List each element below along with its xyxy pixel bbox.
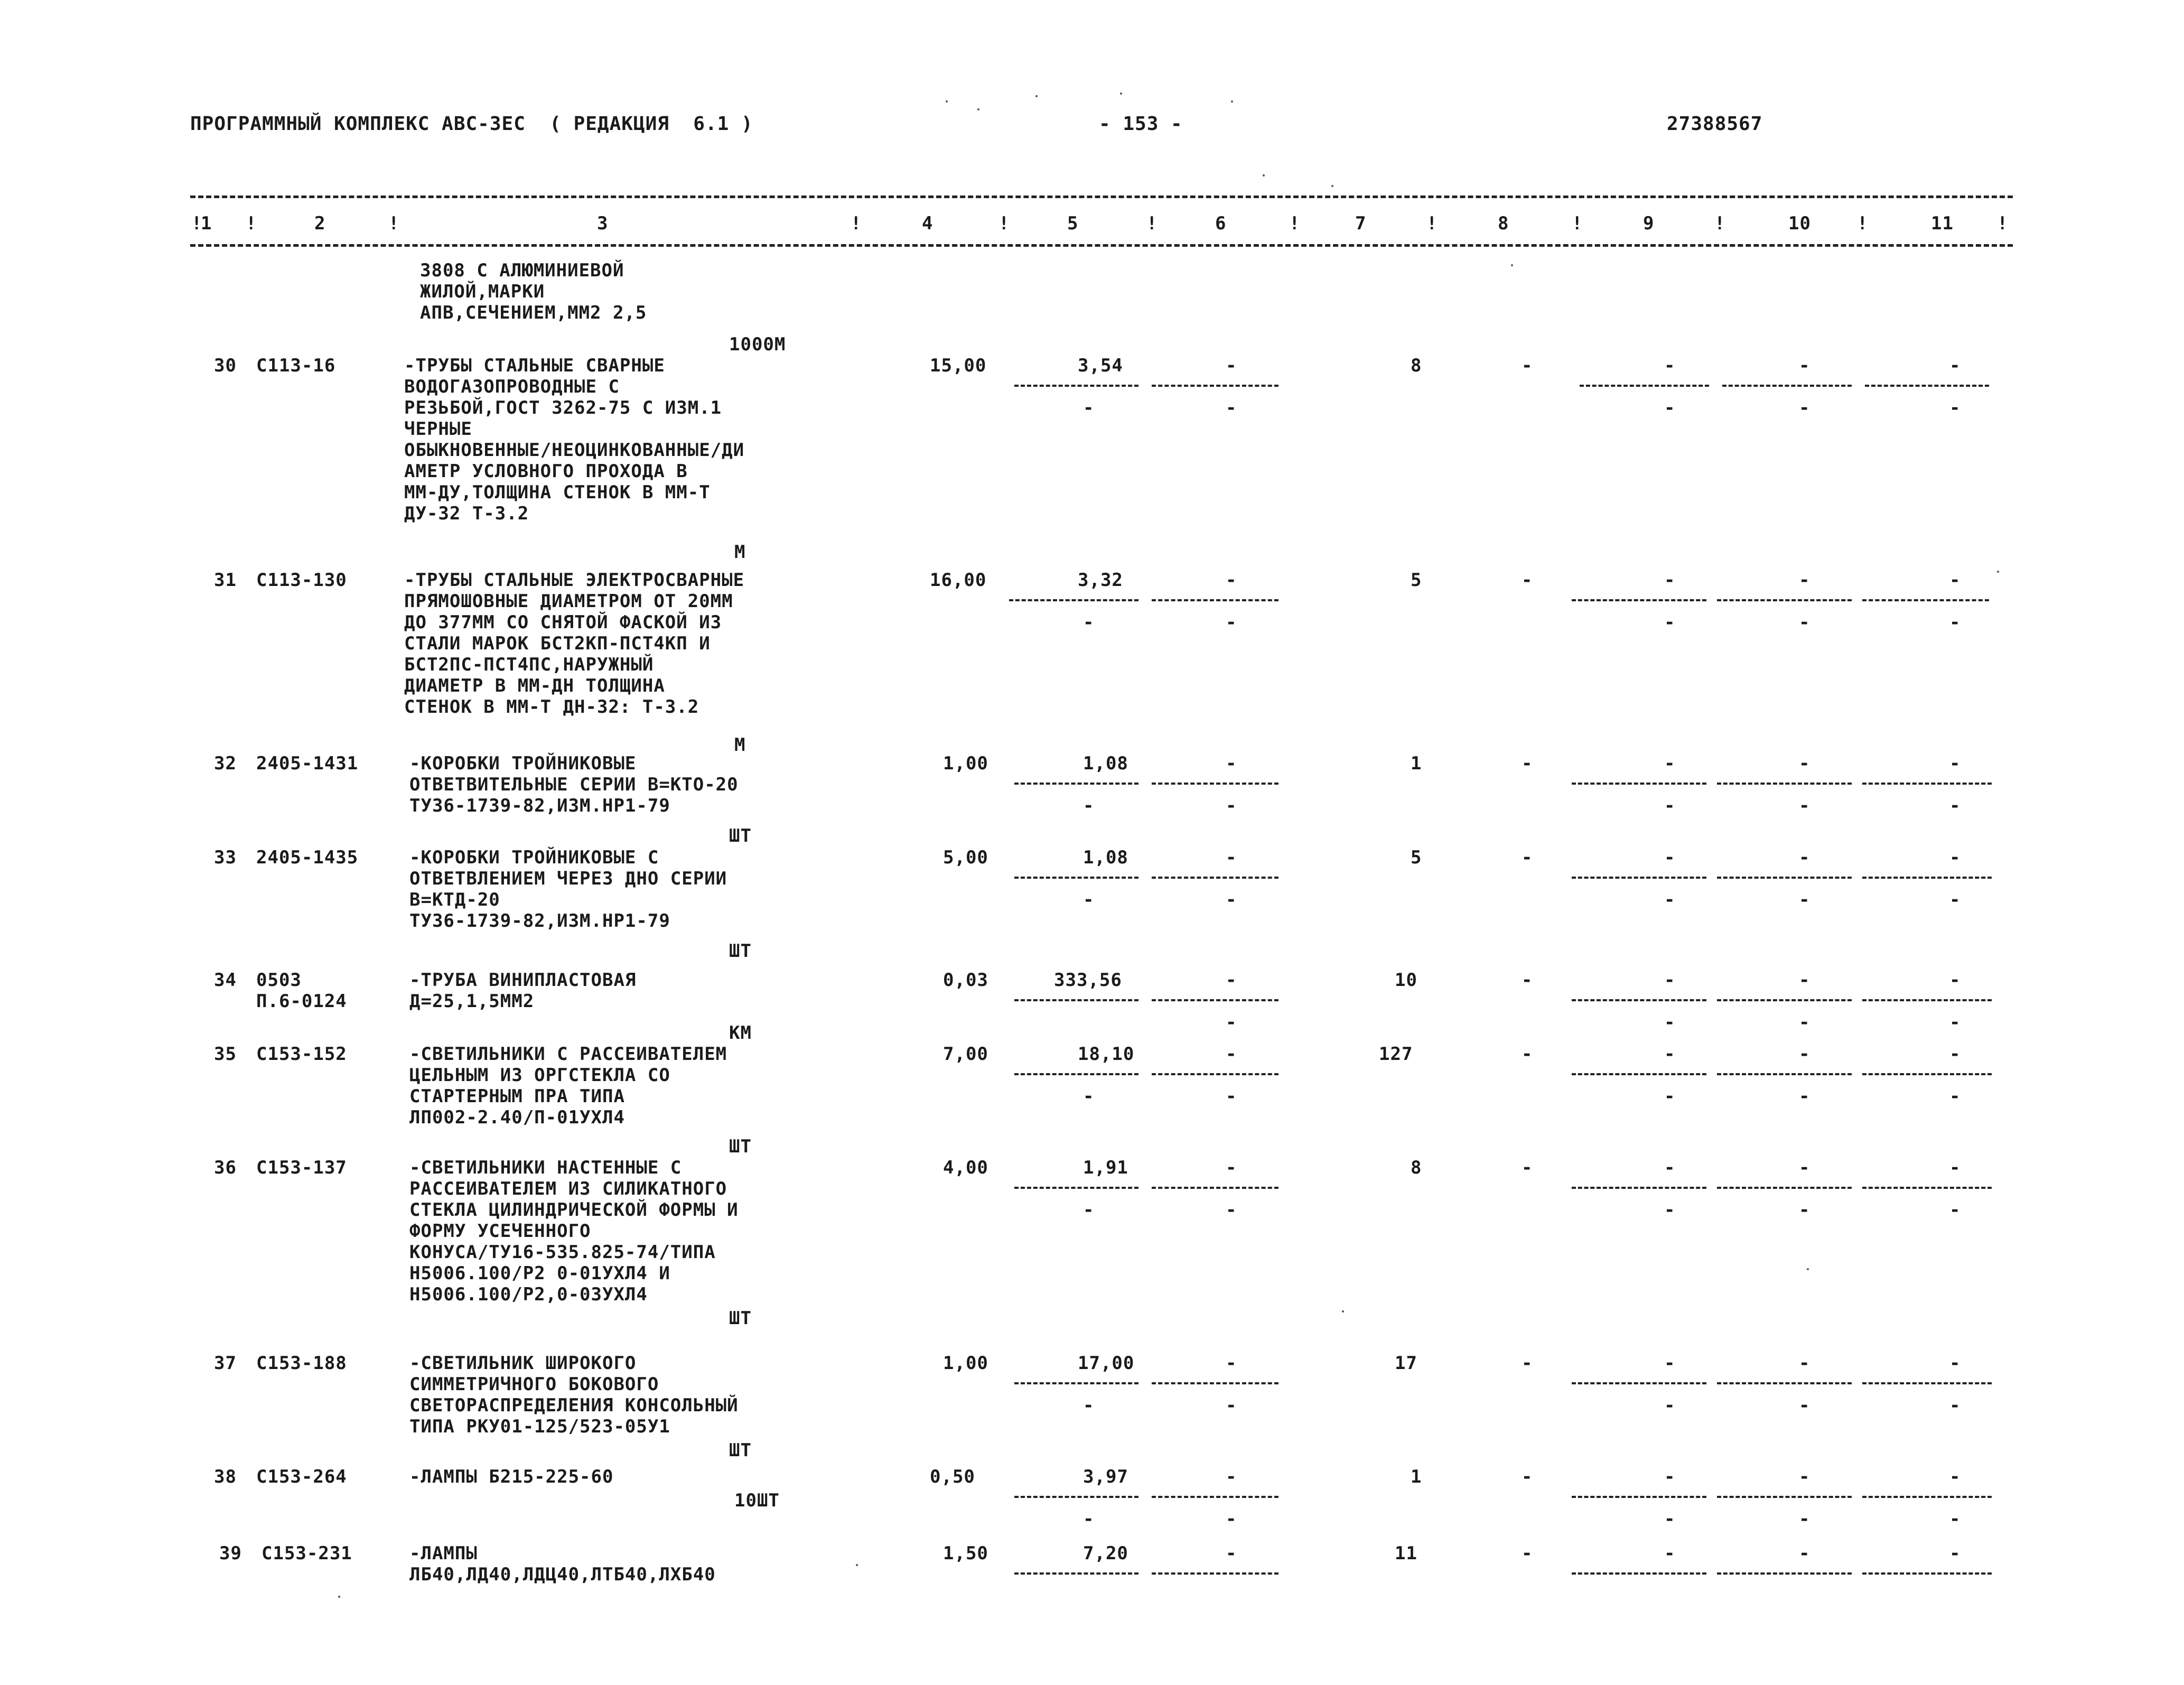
row-unit: ШТ <box>729 825 752 846</box>
row-sub-col11: - <box>1949 1086 1961 1107</box>
row-sub-col11: - <box>1949 889 1961 910</box>
row-sub-col5: - <box>1083 397 1094 418</box>
row-unit: 10ШТ <box>734 1490 780 1511</box>
row-col6: - <box>1226 1543 1237 1564</box>
row-unit: М <box>734 734 746 756</box>
row-price: 7,20 <box>1083 1543 1128 1564</box>
row-sub-col5: - <box>1083 1086 1094 1107</box>
column-separator: ! <box>246 213 257 234</box>
cell-underline <box>1572 1572 1706 1575</box>
row-price: 3,54 <box>1078 355 1123 376</box>
row-sub-col5: - <box>1083 889 1094 910</box>
cell-underline <box>1717 1187 1852 1189</box>
row-description: -СВЕТИЛЬНИК ШИРОКОГО СИММЕТРИЧНОГО БОКОВОГО СВЕТОРАСПРЕДЕЛЕНИЯ КОНСОЛЬНЫЙ ТИПА РКУ01-125/523-05У1 <box>409 1353 739 1437</box>
row-sub-col6: - <box>1226 1012 1237 1033</box>
column-separator: ! <box>1997 213 2009 234</box>
row-sub-col6: - <box>1226 1199 1237 1221</box>
row-code: 2405-1435 <box>256 847 359 868</box>
row-sub-col11: - <box>1949 1395 1961 1416</box>
row-sub-col11: - <box>1949 397 1961 418</box>
row-sub-col5: - <box>1083 1199 1094 1221</box>
row-code: С113-130 <box>256 570 347 591</box>
program-title: ПРОГРАММНЫЙ КОМПЛЕКС АВС-3ЕС ( РЕДАКЦИЯ 6.1 ) <box>190 113 753 135</box>
row-col9: - <box>1664 970 1675 991</box>
column-header: 8 <box>1498 213 1509 234</box>
row-col9: - <box>1664 1543 1675 1564</box>
column-separator: ! <box>1146 213 1158 234</box>
cell-underline <box>1014 1496 1138 1498</box>
row-description: -ТРУБЫ СТАЛЬНЫЕ СВАРНЫЕ ВОДОГАЗОПРОВОДНЫЕ С РЕЗЬБОЙ,ГОСТ 3262-75 С ИЗМ.1 ЧЕРНЫЕ ОБЫКНОВЕННЫЕ/НЕОЦИНКОВАННЫЕ/ДИ АМЕТР УСЛОВНОГО ПРОХОДА В ММ-ДУ,ТОЛЩИНА СТЕНОК В ММ-Т ДУ-32 Т-3.2 <box>404 355 745 524</box>
row-sub-col11: - <box>1949 1509 1961 1530</box>
row-quantity: 7,00 <box>943 1044 988 1065</box>
scan-speck <box>1231 100 1233 103</box>
cell-underline <box>1862 999 1992 1001</box>
row-col10: - <box>1799 1353 1810 1374</box>
row-col11: - <box>1949 1157 1961 1178</box>
column-separator: ! <box>388 213 400 234</box>
row-description: -КОРОБКИ ТРОЙНИКОВЫЕ ОТВЕТВИТЕЛЬНЫЕ СЕРИИ В=КТО-20 ТУ36-1739-82,ИЗМ.НР1-79 <box>409 753 739 816</box>
row-col9: - <box>1664 1466 1675 1487</box>
row-description: -ЛАМПЫ Б215-225-60 <box>409 1466 614 1487</box>
row-sub-col10: - <box>1799 795 1810 816</box>
row-col7: 5 <box>1411 570 1422 591</box>
row-col7: 11 <box>1395 1543 1417 1564</box>
column-header: 10 <box>1788 213 1811 234</box>
cell-underline <box>1152 1572 1278 1575</box>
scan-speck <box>856 1564 858 1566</box>
row-sub-col9: - <box>1664 1199 1675 1221</box>
row-col7: 127 <box>1379 1044 1413 1065</box>
cell-underline <box>1014 385 1138 387</box>
scan-speck <box>1997 571 1999 573</box>
row-unit: ШТ <box>729 1136 752 1157</box>
row-number: 37 <box>214 1353 237 1374</box>
column-separator: ! <box>851 213 862 234</box>
column-header: 4 <box>922 213 934 234</box>
row-price: 1,08 <box>1083 847 1128 868</box>
row-price: 3,32 <box>1078 570 1123 591</box>
row-col6: - <box>1226 753 1237 774</box>
row-sub-col10: - <box>1799 397 1810 418</box>
row-number: 31 <box>214 570 237 591</box>
cell-underline <box>1152 1382 1278 1384</box>
column-header: 3 <box>597 213 609 234</box>
row-description: -ЛАМПЫ ЛБ40,ЛД40,ЛДЦ40,ЛТБ40,ЛХБ40 <box>409 1543 716 1585</box>
row-col10: - <box>1799 1466 1810 1487</box>
cell-underline <box>1152 599 1278 601</box>
cell-underline <box>1572 1496 1706 1498</box>
row-col10: - <box>1799 355 1810 376</box>
scan-speck <box>1120 92 1122 95</box>
row-col9: - <box>1664 1353 1675 1374</box>
row-col8: - <box>1522 1044 1533 1065</box>
row-sub-col6: - <box>1226 1086 1237 1107</box>
row-number: 30 <box>214 355 237 376</box>
row-code: С113-16 <box>256 355 336 376</box>
row-sub-col6: - <box>1226 1395 1237 1416</box>
cell-underline <box>1572 1073 1706 1075</box>
row-sub-col9: - <box>1664 1509 1675 1530</box>
cell-underline <box>1014 1073 1138 1075</box>
column-header: 5 <box>1067 213 1079 234</box>
row-sub-col10: - <box>1799 1395 1810 1416</box>
row-col11: - <box>1949 1044 1961 1065</box>
cell-underline <box>1580 385 1709 387</box>
row-col10: - <box>1799 570 1810 591</box>
cell-underline <box>1014 1572 1138 1575</box>
row-col9: - <box>1664 753 1675 774</box>
row-sub-col5: - <box>1083 795 1094 816</box>
column-header: 2 <box>314 213 326 234</box>
cell-underline <box>1717 1073 1852 1075</box>
row-col6: - <box>1226 847 1237 868</box>
cell-underline <box>1152 1496 1278 1498</box>
cell-underline <box>1862 1496 1992 1498</box>
row-quantity: 1,50 <box>943 1543 988 1564</box>
column-separator: ! <box>1857 213 1869 234</box>
column-separator: ! <box>1572 213 1583 234</box>
row-sub-col9: - <box>1664 612 1675 633</box>
column-separator: ! <box>998 213 1010 234</box>
row-sub-col9: - <box>1664 1086 1675 1107</box>
row-col7: 5 <box>1411 847 1422 868</box>
row-col8: - <box>1522 753 1533 774</box>
row-col8: - <box>1522 970 1533 991</box>
row-col11: - <box>1949 355 1961 376</box>
cell-underline <box>1862 877 1992 879</box>
cell-underline <box>1717 1496 1852 1498</box>
column-header: 9 <box>1643 213 1655 234</box>
row-description: -СВЕТИЛЬНИКИ НАСТЕННЫЕ С РАССЕИВАТЕЛЕМ ИЗ СИЛИКАТНОГО СТЕКЛА ЦИЛИНДРИЧЕСКОЙ ФОРМЫ И ФОРМУ УСЕЧЕННОГО КОНУСА/ТУ16-535.825-74/ТИПА Н5006.100/Р2 0-01УХЛ4 И Н5006.100/Р2,0-03УХЛ4 <box>409 1157 739 1305</box>
row-code: 2405-1431 <box>256 753 359 774</box>
cell-underline <box>1152 1187 1278 1189</box>
cell-underline <box>1862 1187 1992 1189</box>
scan-speck <box>1342 1310 1344 1312</box>
row-col11: - <box>1949 753 1961 774</box>
row-sub-col11: - <box>1949 1199 1961 1221</box>
row-col10: - <box>1799 1044 1810 1065</box>
row-description: -КОРОБКИ ТРОЙНИКОВЫЕ С ОТВЕТВЛЕНИЕМ ЧЕРЕЗ ДНО СЕРИИ В=КТД-20 ТУ36-1739-82,ИЗМ.НР1-79 <box>409 847 727 932</box>
cell-underline <box>1572 877 1706 879</box>
row-col10: - <box>1799 847 1810 868</box>
row-col9: - <box>1664 570 1675 591</box>
row-description: -СВЕТИЛЬНИКИ С РАССЕИВАТЕЛЕМ ЦЕЛЬНЫМ ИЗ ОРГСТЕКЛА СО СТАРТЕРНЫМ ПРА ТИПА ЛП002-2.40/П-01УХЛ4 <box>409 1044 727 1128</box>
row-col9: - <box>1664 847 1675 868</box>
row-price: 1,91 <box>1083 1157 1128 1178</box>
cell-underline <box>1572 1187 1706 1189</box>
row-col7: 1 <box>1411 1466 1422 1487</box>
row-col6: - <box>1226 355 1237 376</box>
cell-underline <box>1717 783 1852 785</box>
row-quantity: 5,00 <box>943 847 988 868</box>
row-col9: - <box>1664 1157 1675 1178</box>
row-sub-col5: - <box>1083 612 1094 633</box>
row-col11: - <box>1949 1543 1961 1564</box>
row-col7: 17 <box>1395 1353 1417 1374</box>
cell-underline <box>1014 999 1138 1001</box>
row-price: 3,97 <box>1083 1466 1128 1487</box>
row-col10: - <box>1799 753 1810 774</box>
scan-speck <box>1331 185 1333 187</box>
row-col7: 8 <box>1411 1157 1422 1178</box>
row-sub-col9: - <box>1664 1395 1675 1416</box>
cell-underline <box>1865 385 1989 387</box>
cell-underline <box>1572 999 1706 1001</box>
cell-underline <box>1152 783 1278 785</box>
cell-underline <box>1717 1382 1852 1384</box>
row-sub-col6: - <box>1226 795 1237 816</box>
column-header: 11 <box>1931 213 1954 234</box>
column-separator: ! <box>1714 213 1726 234</box>
row-number: 33 <box>214 847 237 868</box>
row-quantity: 1,00 <box>943 1353 988 1374</box>
cell-underline <box>1717 877 1852 879</box>
cell-underline <box>1717 599 1852 601</box>
row-price: 1,08 <box>1083 753 1128 774</box>
row-col8: - <box>1522 1157 1533 1178</box>
row-sub-col10: - <box>1799 1012 1810 1033</box>
cell-underline <box>1572 599 1706 601</box>
row-sub-col11: - <box>1949 795 1961 816</box>
row-unit: М <box>734 542 746 563</box>
row-sub-col5: - <box>1083 1395 1094 1416</box>
cell-underline <box>1722 385 1852 387</box>
cell-underline <box>1717 1572 1852 1575</box>
column-header: 1 <box>201 213 212 234</box>
cell-underline <box>1862 1572 1992 1575</box>
row-col7: 10 <box>1395 970 1417 991</box>
column-separator: ! <box>191 213 203 234</box>
row-sub-col6: - <box>1226 397 1237 418</box>
row-col8: - <box>1522 1543 1533 1564</box>
row-quantity: 0,50 <box>930 1466 975 1487</box>
row-price: 17,00 <box>1078 1353 1135 1374</box>
cell-underline <box>1717 999 1852 1001</box>
row-code: С153-152 <box>256 1044 347 1065</box>
cell-underline <box>1862 1382 1992 1384</box>
scan-speck <box>1263 174 1265 176</box>
header-top-rule <box>190 196 2013 198</box>
cell-underline <box>1862 1073 1992 1075</box>
row-sub-col10: - <box>1799 889 1810 910</box>
scan-speck <box>1511 264 1513 266</box>
row-sub-col9: - <box>1664 889 1675 910</box>
cell-underline <box>1152 385 1278 387</box>
row-unit: КМ <box>729 1022 752 1044</box>
row-code: С153-137 <box>256 1157 347 1178</box>
cell-underline <box>1014 877 1138 879</box>
cell-underline <box>1009 599 1138 601</box>
row-sub-col5: - <box>1083 1509 1094 1530</box>
row-col8: - <box>1522 1466 1533 1487</box>
row-number: 35 <box>214 1044 237 1065</box>
row-quantity: 4,00 <box>943 1157 988 1178</box>
row-col9: - <box>1664 1044 1675 1065</box>
scan-speck <box>977 108 979 110</box>
cell-underline <box>1014 1187 1138 1189</box>
row-unit: 1000М <box>729 334 786 355</box>
cell-underline <box>1152 999 1278 1001</box>
column-header: 6 <box>1215 213 1227 234</box>
row-col7: 8 <box>1411 355 1422 376</box>
row-sub-col6: - <box>1226 1509 1237 1530</box>
row-col9: - <box>1664 355 1675 376</box>
row-description: -ТРУБЫ СТАЛЬНЫЕ ЭЛЕКТРОСВАРНЫЕ ПРЯМОШОВНЫЕ ДИАМЕТРОМ ОТ 20ММ ДО 377ММ СО СНЯТОЙ ФАСКОЙ ИЗ СТАЛИ МАРОК БСТ2КП-ПСТ4КП И БСТ2ПС-ПСТ4ПС,НАРУЖНЫЙ ДИАМЕТР В ММ-ДН ТОЛЩИНА СТЕНОК В ММ-Т ДН-32: Т-3.2 <box>404 570 745 718</box>
row-col8: - <box>1522 847 1533 868</box>
page-number: - 153 - <box>1099 113 1183 135</box>
row-col11: - <box>1949 1466 1961 1487</box>
row-code: С153-188 <box>256 1353 347 1374</box>
column-separator: ! <box>1426 213 1438 234</box>
row-unit: ШТ <box>729 1308 752 1329</box>
row-unit: ШТ <box>729 1440 752 1461</box>
scan-speck <box>946 100 948 103</box>
scan-speck <box>338 1596 340 1598</box>
cell-underline <box>1152 1073 1278 1075</box>
cell-underline <box>1152 877 1278 879</box>
row-col11: - <box>1949 847 1961 868</box>
row-col6: - <box>1226 570 1237 591</box>
row-sub-col11: - <box>1949 612 1961 633</box>
cell-underline <box>1862 599 1989 601</box>
row-sub-col10: - <box>1799 612 1810 633</box>
row-col10: - <box>1799 1157 1810 1178</box>
row-number: 34 <box>214 970 237 991</box>
row-col6: - <box>1226 1157 1237 1178</box>
column-separator: ! <box>1289 213 1301 234</box>
row-quantity: 1,00 <box>943 753 988 774</box>
row-col6: - <box>1226 970 1237 991</box>
cell-underline <box>1572 1382 1706 1384</box>
row-quantity: 16,00 <box>930 570 987 591</box>
row-sub-col6: - <box>1226 889 1237 910</box>
row-sub-col9: - <box>1664 1012 1675 1033</box>
row-col10: - <box>1799 1543 1810 1564</box>
row-number: 39 <box>219 1543 242 1564</box>
row-col7: 1 <box>1411 753 1422 774</box>
row-number: 32 <box>214 753 237 774</box>
row-quantity: 15,00 <box>930 355 987 376</box>
row-col8: - <box>1522 570 1533 591</box>
row-code: С153-231 <box>262 1543 352 1564</box>
row-sub-col9: - <box>1664 795 1675 816</box>
row-sub-col11: - <box>1949 1012 1961 1033</box>
row-col11: - <box>1949 570 1961 591</box>
row-col11: - <box>1949 970 1961 991</box>
row-sub-col9: - <box>1664 397 1675 418</box>
scan-speck <box>1807 1268 1809 1270</box>
row-description: -ТРУБА ВИНИПЛАСТОВАЯ Д=25,1,5ММ2 <box>409 970 637 1012</box>
cell-underline <box>1862 783 1992 785</box>
row-sub-col6: - <box>1226 612 1237 633</box>
row-unit: ШТ <box>729 941 752 962</box>
row-code: С153-264 <box>256 1466 347 1487</box>
row-sub-col10: - <box>1799 1509 1810 1530</box>
cell-underline <box>1572 783 1706 785</box>
row-col6: - <box>1226 1044 1237 1065</box>
row-col6: - <box>1226 1466 1237 1487</box>
row-col11: - <box>1949 1353 1961 1374</box>
document-code: 27388567 <box>1667 113 1763 135</box>
header-bottom-rule <box>190 244 2013 247</box>
row-number: 36 <box>214 1157 237 1178</box>
row-code: 0503 П.6-0124 <box>256 970 347 1012</box>
row-col6: - <box>1226 1353 1237 1374</box>
row-sub-col10: - <box>1799 1086 1810 1107</box>
row-quantity: 0,03 <box>943 970 988 991</box>
row-col8: - <box>1522 1353 1533 1374</box>
column-header: 7 <box>1355 213 1367 234</box>
row-sub-col10: - <box>1799 1199 1810 1221</box>
row-price: 333,56 <box>1054 970 1122 991</box>
row-description: 3808 С АЛЮМИНИЕВОЙ ЖИЛОЙ,МАРКИ АПВ,СЕЧЕНИЕМ,ММ2 2,5 <box>420 260 647 323</box>
row-number: 38 <box>214 1466 237 1487</box>
row-col8: - <box>1522 355 1533 376</box>
cell-underline <box>1014 783 1138 785</box>
row-col10: - <box>1799 970 1810 991</box>
row-price: 18,10 <box>1078 1044 1135 1065</box>
scan-speck <box>1035 95 1038 97</box>
cell-underline <box>1014 1382 1138 1384</box>
